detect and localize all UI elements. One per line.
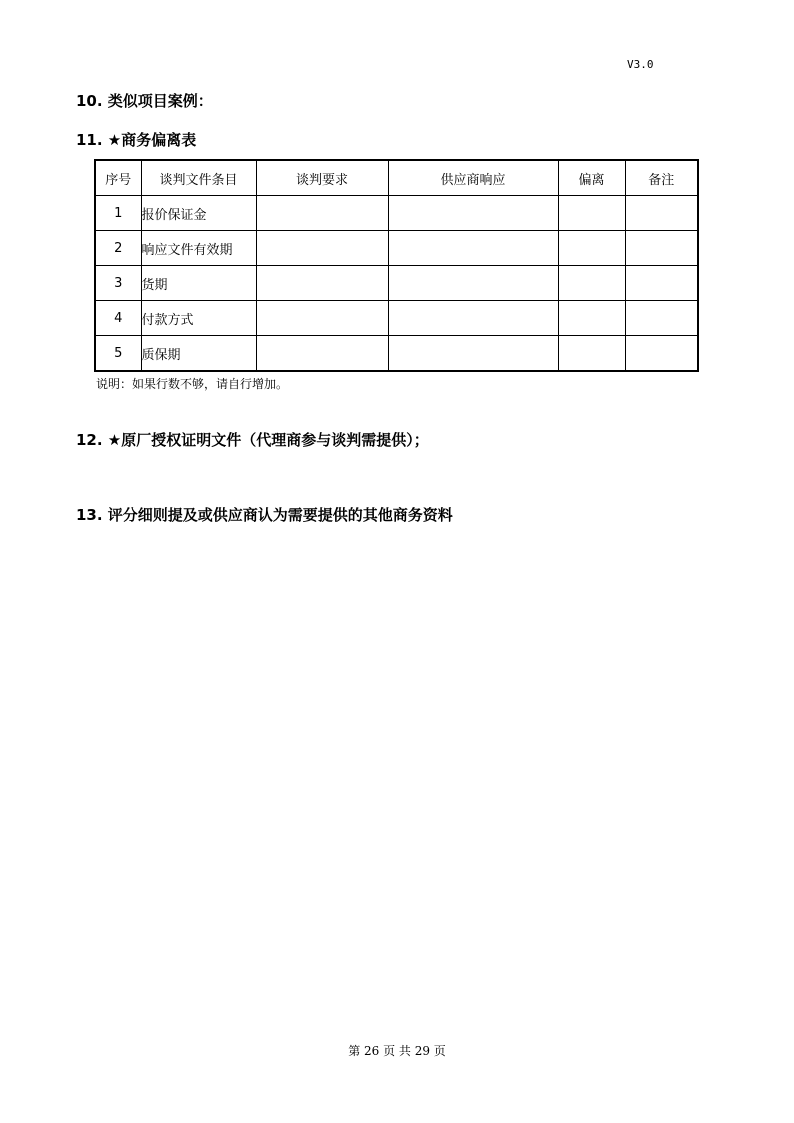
cell-response[interactable] xyxy=(388,231,558,266)
section-heading-other-materials: 13. 评分细则提及或供应商认为需要提供的其他商务资料 xyxy=(76,506,453,524)
cell-response[interactable] xyxy=(388,336,558,371)
column-header-remark: 备注 xyxy=(625,161,697,196)
cell-response[interactable] xyxy=(388,196,558,231)
table-row xyxy=(96,231,697,266)
table-row xyxy=(96,266,697,301)
page-number: 第 26 页 共 29 页 xyxy=(348,1044,446,1058)
cell-requirement[interactable] xyxy=(256,266,388,301)
business-deviation-table xyxy=(96,161,697,370)
table-row xyxy=(96,196,697,231)
column-header-item: 谈判文件条目 xyxy=(141,161,256,196)
cell-deviation[interactable] xyxy=(558,266,625,301)
cell-response[interactable] xyxy=(388,266,558,301)
cell-item: 报价保证金 xyxy=(141,196,256,231)
cell-item: 货期 xyxy=(141,266,256,301)
cell-remark[interactable] xyxy=(625,336,697,371)
cell-no: 3 xyxy=(96,266,141,301)
cell-deviation[interactable] xyxy=(558,336,625,371)
section-heading-authorization: 12. ★原厂授权证明文件（代理商参与谈判需提供）； xyxy=(76,431,429,449)
cell-requirement[interactable] xyxy=(256,196,388,231)
cell-remark[interactable] xyxy=(625,301,697,336)
cell-deviation[interactable] xyxy=(558,301,625,336)
table-note: 说明：如果行数不够，请自行增加。 xyxy=(96,377,289,391)
column-header-no: 序号 xyxy=(96,161,141,196)
column-header-deviation: 偏离 xyxy=(558,161,625,196)
cell-item: 响应文件有效期 xyxy=(141,231,256,266)
cell-no: 5 xyxy=(96,336,141,371)
business-deviation-table-container xyxy=(94,159,699,372)
cell-no: 1 xyxy=(96,196,141,231)
section-heading-business-deviation: 11. ★商务偏离表 xyxy=(76,131,197,149)
cell-requirement[interactable] xyxy=(256,336,388,371)
cell-remark[interactable] xyxy=(625,266,697,301)
version-label: V3.0 xyxy=(627,58,654,71)
cell-response[interactable] xyxy=(388,301,558,336)
cell-remark[interactable] xyxy=(625,231,697,266)
table-row xyxy=(96,336,697,371)
cell-remark[interactable] xyxy=(625,196,697,231)
cell-deviation[interactable] xyxy=(558,196,625,231)
cell-item: 付款方式 xyxy=(141,301,256,336)
column-header-response: 供应商响应 xyxy=(388,161,558,196)
table-header-row xyxy=(96,161,697,196)
section-heading-similar-projects: 10. 类似项目案例： xyxy=(76,92,213,110)
cell-no: 4 xyxy=(96,301,141,336)
table-row xyxy=(96,301,697,336)
cell-no: 2 xyxy=(96,231,141,266)
cell-requirement[interactable] xyxy=(256,301,388,336)
cell-item: 质保期 xyxy=(141,336,256,371)
cell-deviation[interactable] xyxy=(558,231,625,266)
column-header-requirement: 谈判要求 xyxy=(256,161,388,196)
cell-requirement[interactable] xyxy=(256,231,388,266)
